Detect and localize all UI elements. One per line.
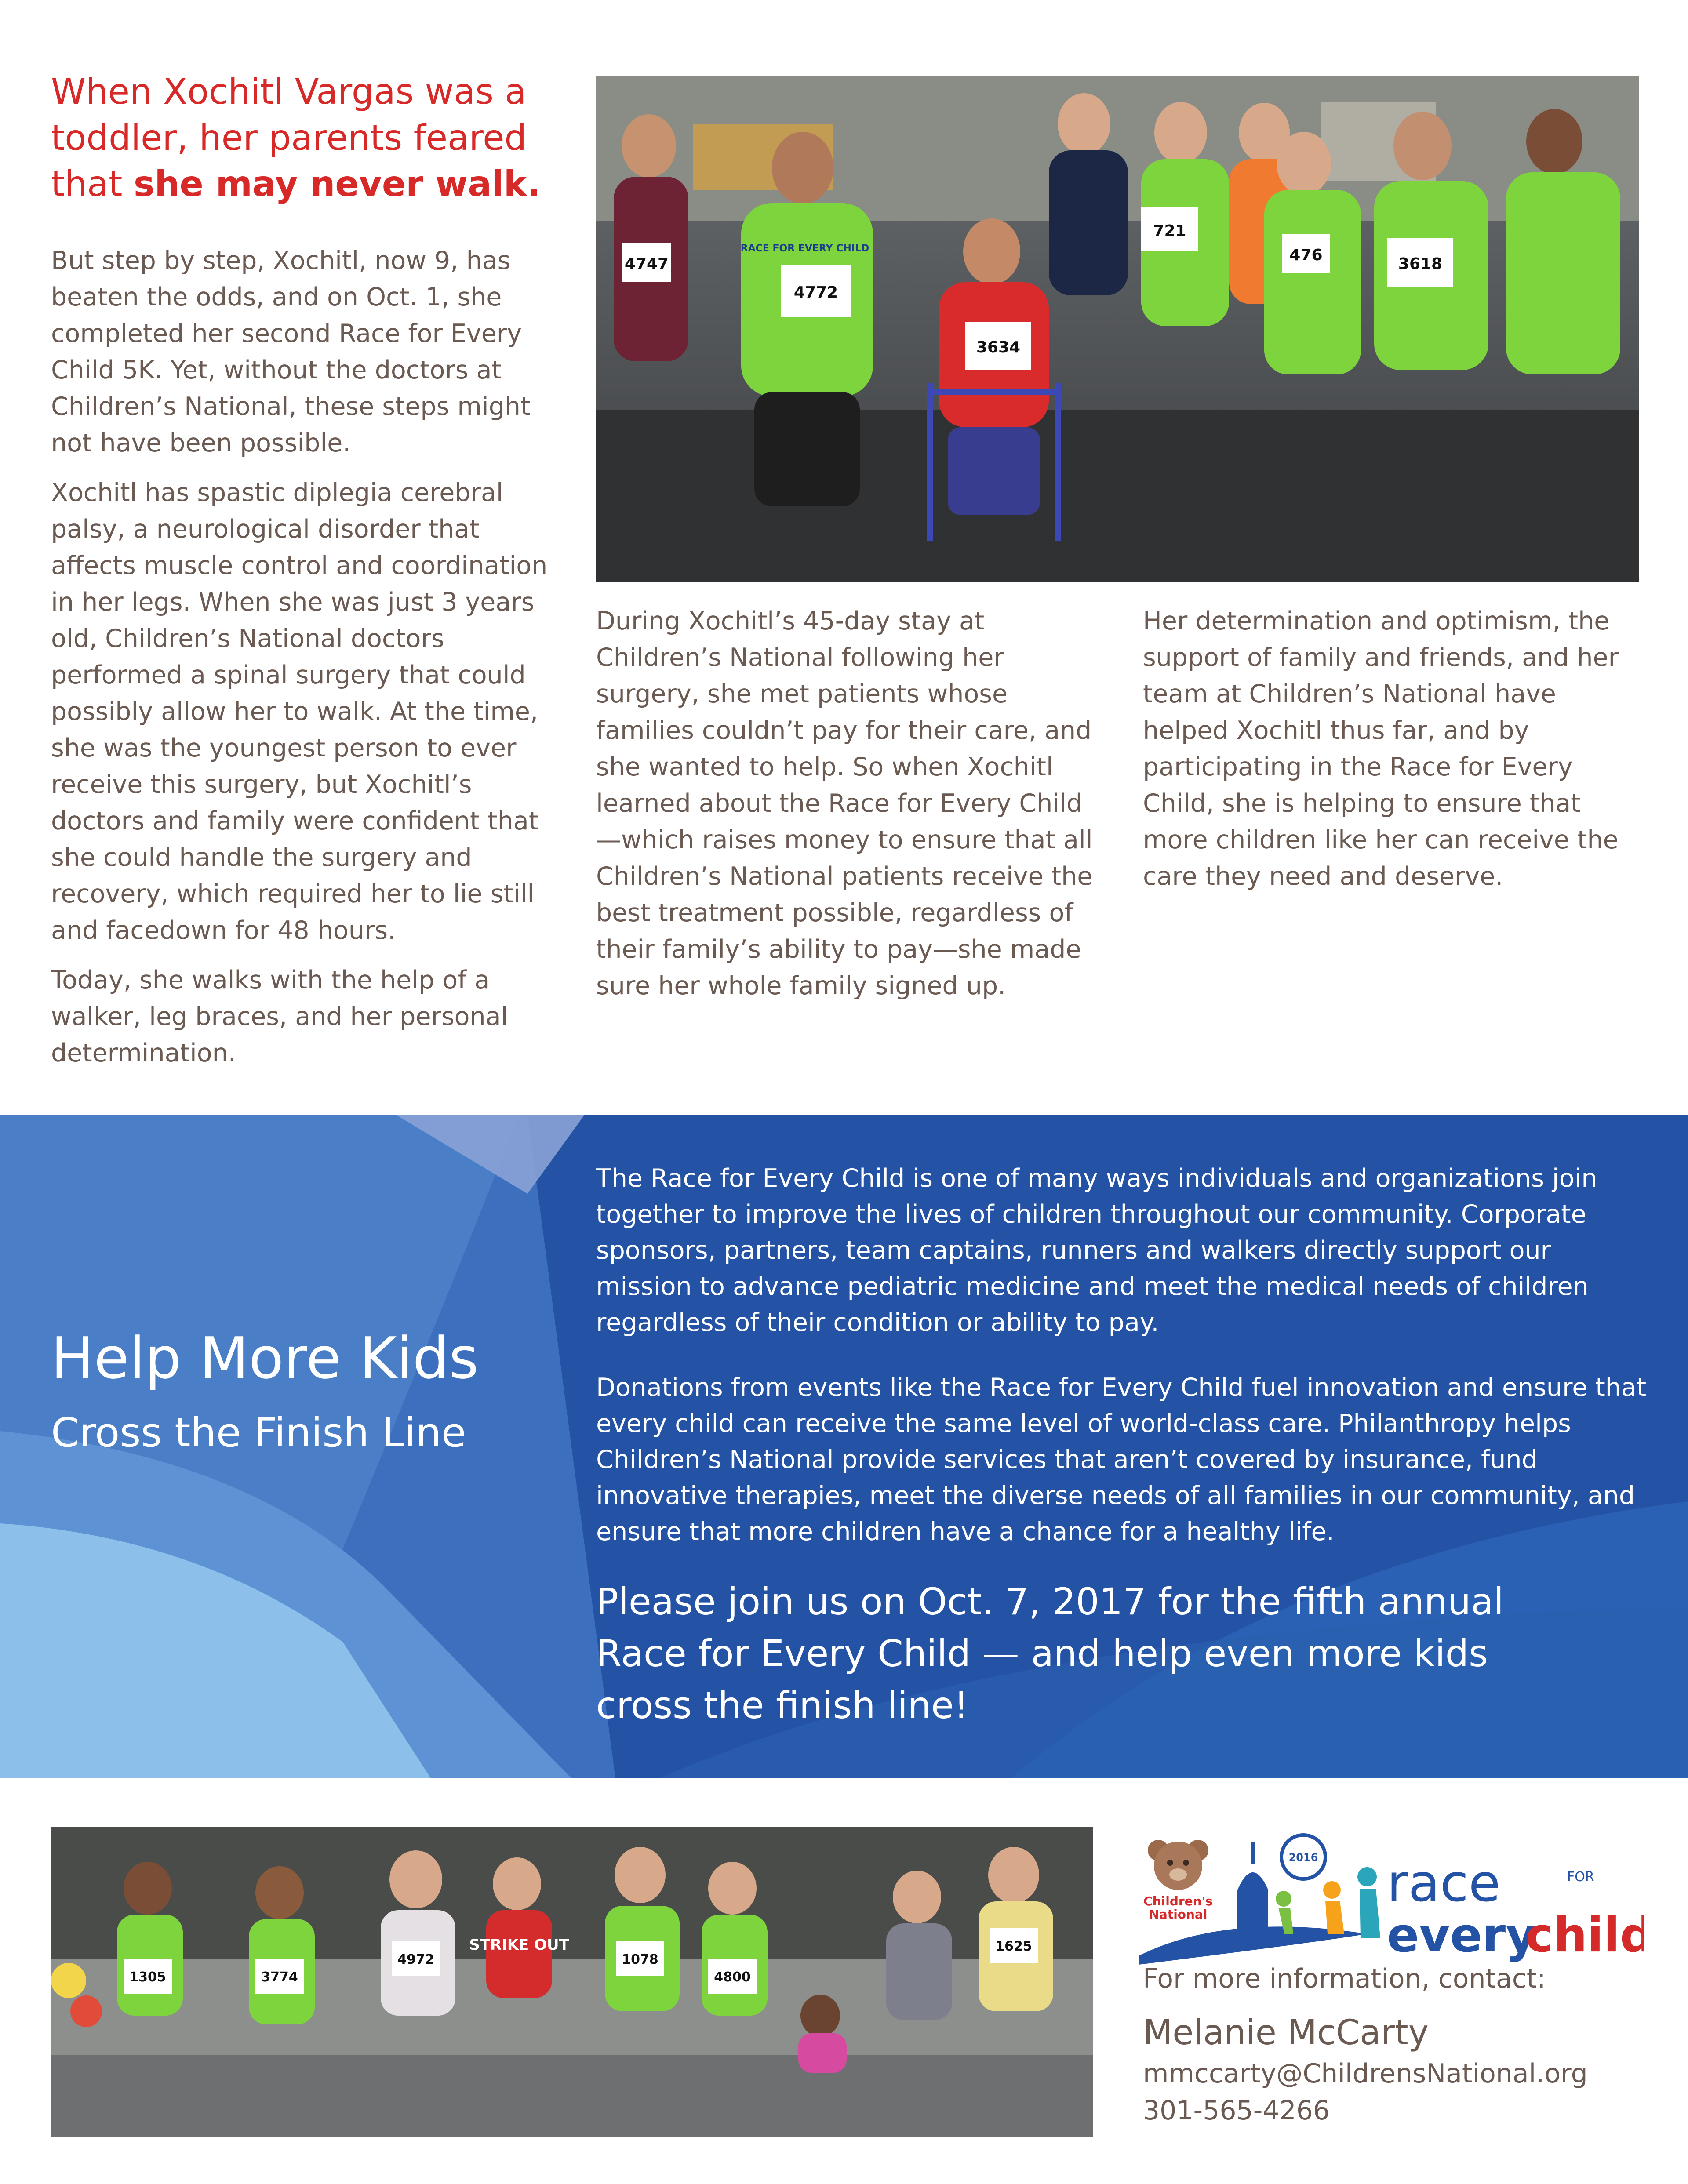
logo-for-word: FOR	[1567, 1869, 1594, 1885]
bear-icon	[1148, 1840, 1208, 1890]
kids-race-photo	[51, 1827, 1093, 2137]
intro-heading	[51, 69, 561, 207]
bib-number: 4772	[793, 283, 838, 302]
logo-org-line1: Children's	[1143, 1894, 1213, 1908]
bib-number: 3618	[1398, 255, 1443, 273]
bib-number: 4972	[397, 1952, 434, 1967]
article-paragraph: Xochitl has spastic diplegia cerebral palsy, a neurological disorder that affects muscle control and coordination in her legs. When she was just 3 years old, Children’s National doctors performed a spinal surgery that could possibly allow her to walk. At the time, she was the youngest person to ever receive this surgery, but Xochitl’s doctors and family were confident that she could handle the surgery and recovery, which required her to lie still and facedown for 48 hours.	[51, 478, 548, 945]
race-runners-illustration	[596, 76, 1639, 582]
contact-email-link[interactable]: mmccarty@ChildrensNational.org	[1143, 2058, 1588, 2089]
band-subtitle: Cross the Finish Line	[51, 1409, 466, 1456]
shirt-text: STRIKE OUT	[469, 1936, 569, 1954]
article-paragraph: Her determination and optimism, the support of family and friends, and her team at Children’s National have helped Xochitl thus far, and by participating in the Race for Every Child, she is helping to ensure that more children like her can receive the care they need and deserve.	[1143, 607, 1619, 891]
contact-name: Melanie McCarty	[1143, 2013, 1429, 2053]
band-title: Help More Kids	[51, 1325, 479, 1392]
logo-child-word: child	[1525, 1908, 1644, 1963]
article-paragraph: But step by step, Xochitl, now 9, has beaten the odds, and on Oct. 1, she completed her second Race for Every Child 5K. Yet, without the doctors at Children’s National, these steps might not have been possible.	[51, 246, 531, 458]
capitol-icon	[1237, 1842, 1268, 1938]
contact-label: For more information, contact:	[1143, 1963, 1546, 1994]
logo-year: 2016	[1288, 1851, 1318, 1864]
bib-number: 1078	[622, 1952, 658, 1967]
band-paragraph: Donations from events like the Race for Every Child fuel innovation and ensure that every child can receive the same level of world-class care. Philanthropy helps Children’s National provide services that aren’t covered by insurance, fund innovative therapies, meet the diverse needs of all families in our community, and ensure that more children have a chance for a healthy life.	[596, 1373, 1647, 1546]
logo-every-word: every	[1387, 1908, 1537, 1963]
intro-heading-plain: When Xochitl Vargas was a toddler, her parents feared that	[51, 71, 527, 204]
race-for-every-child-logo	[1139, 1824, 1644, 1965]
article-paragraph: Today, she walks with the help of a walker, leg braces, and her personal determination.	[51, 966, 508, 1068]
bib-number: 4800	[714, 1970, 751, 1985]
contact-phone[interactable]: 301-565-4266	[1143, 2095, 1330, 2126]
intro-heading-bold: she may never walk.	[133, 164, 541, 204]
logo-race-word: race	[1387, 1853, 1501, 1913]
article-paragraph: During Xochitl’s 45-day stay at Children’s National following her surgery, she met patients whose families couldn’t pay for their care, and she wanted to help. So when Xochitl learned about the Race for Every Child—which raises money to ensure that all Children’s National patients receive the best treatment possible, regardless of their family’s ability to pay—she made sure her whole family signed up.	[596, 607, 1093, 1000]
bib-number: 1305	[129, 1970, 166, 1985]
bib-number: 3634	[976, 338, 1021, 356]
bib-number: 4747	[624, 255, 669, 273]
article-left-column	[51, 243, 552, 1085]
kids-race-illustration	[51, 1827, 1093, 2137]
shirt-logo-text: RACE FOR EVERY CHILD	[740, 243, 869, 254]
logo-org-line2: National	[1149, 1907, 1208, 1922]
article-right-column	[1143, 603, 1644, 908]
article-middle-column	[596, 603, 1093, 1018]
band-paragraph: The Race for Every Child is one of many ways individuals and organizations join together to improve the lives of children throughout our community. Corporate sponsors, partners, team captains, runners and walkers directly support our mission to advance pediatric medicine and meet the medical needs of children regardless of their condition or ability to pay.	[596, 1164, 1597, 1337]
bib-number: 721	[1153, 222, 1186, 240]
bib-number: 3774	[261, 1970, 298, 1985]
band-call-to-action: Please join us on Oct. 7, 2017 for the fifth annual Race for Every Child — and help even more kids cross the finish line!	[596, 1580, 1504, 1727]
runner-silhouettes-icon	[1276, 1867, 1380, 1938]
bib-number: 476	[1289, 246, 1323, 264]
race-runners-photo	[596, 76, 1639, 582]
logo-artwork	[1139, 1824, 1644, 1965]
bib-number: 1625	[995, 1939, 1032, 1954]
